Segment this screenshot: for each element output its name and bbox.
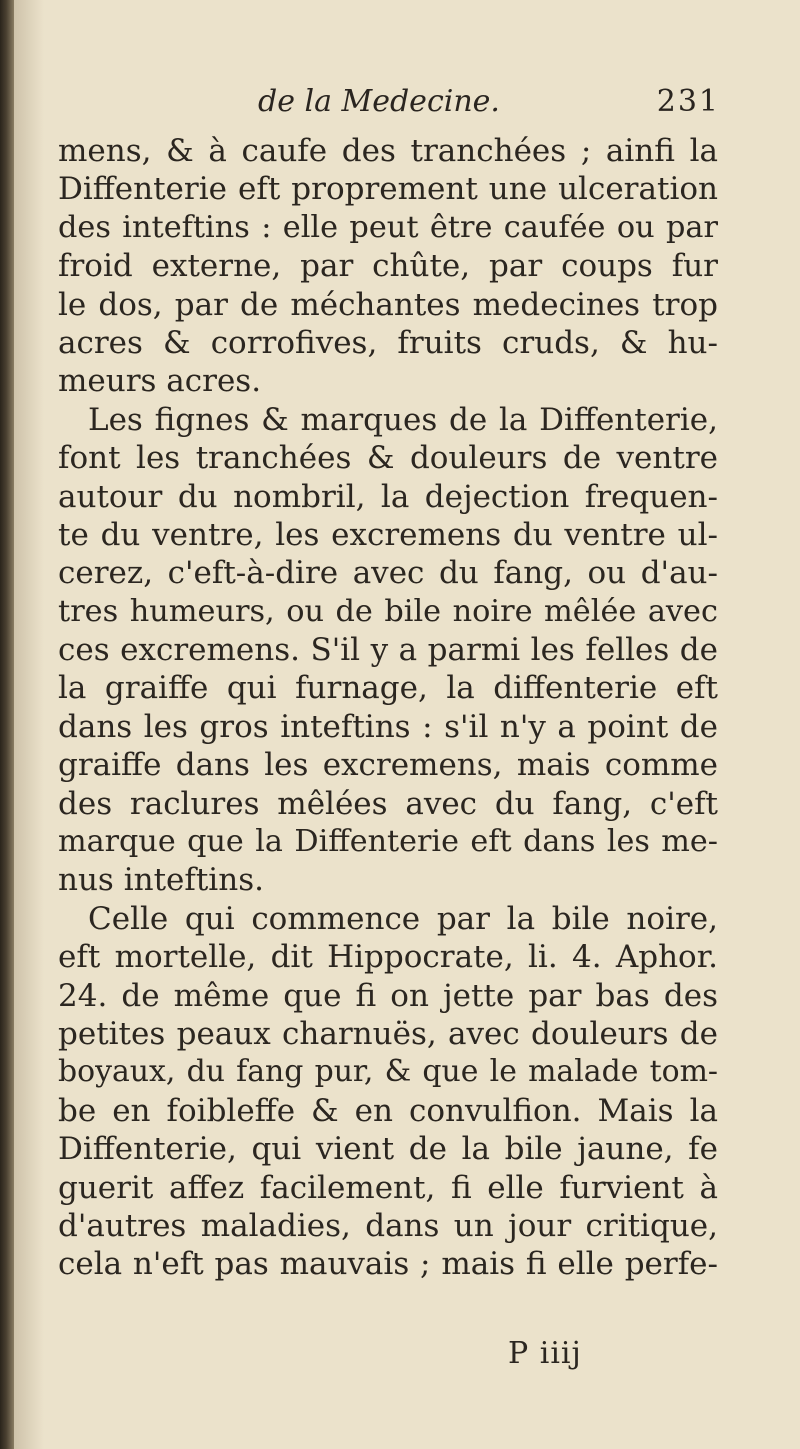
body-text [58,132,718,1284]
text-line: autour du nombril, la dejection frequen- [58,478,718,515]
page-number: 231 [656,84,720,119]
text-line: eft mortelle, dit Hippocrate, li. 4. Aphor. [58,939,718,976]
text-line: cela n'eft pas mauvais ; mais fi elle perfe- [58,1246,718,1283]
text-line: tres humeurs, ou de bile noire mêlée avec [58,593,718,629]
page-header [60,80,720,130]
text-line: dans les gros inteftins : s'il n'y a point de [58,708,718,745]
text-line: 24. de même que fi on jette par bas des [58,977,718,1014]
text-line: Diffenterie eft proprement une ulceration [58,171,718,208]
text-line: te du ventre, les excremens du ventre ul- [58,516,718,553]
text-line: graiffe dans les excremens, mais comme [58,747,718,784]
text-line: ces excremens. S'il y a parmi les felles de [58,632,718,669]
text-line: acres & corrofives, fruits cruds, & hu- [58,324,718,361]
text-line: le dos, par de méchantes medecines trop [58,286,718,323]
text-line: nus inteftins. [58,862,264,899]
text-line: d'autres maladies, dans un jour critique, [58,1207,718,1244]
text-line: des inteftins : elle peut être caufée ou par [58,209,718,245]
signature-mark: P iiij [508,1336,582,1371]
text-line: la graiffe qui furnage, la diffenterie eft [58,670,718,707]
text-line: des raclures mêlées avec du fang, c'eft [58,785,718,822]
binding-shadow [14,0,44,1449]
text-line: mens, & à caufe des tranchées ; ainfi la [58,133,718,169]
text-line: Les fignes & marques de la Diffenterie, [88,401,718,438]
text-line: boyaux, du fang pur, & que le malade tom- [58,1054,718,1090]
text-line: marque que la Diffenterie eft dans les me- [58,824,718,860]
text-line: Celle qui commence par la bile noire, [88,900,718,937]
text-line: Diffenterie, qui vient de la bile jaune, fe [58,1131,718,1168]
text-line: meurs acres. [58,363,262,400]
text-line: cerez, c'eft-à-dire avec du fang, ou d'au- [58,555,718,592]
text-line: be en foibleffe & en convulfion. Mais la [58,1092,718,1129]
text-line: font les tranchées & douleurs de ventre [58,440,718,477]
running-title: de la Medecine. [258,84,500,119]
text-line: petites peaux charnuës, avec douleurs de [58,1015,718,1052]
text-line: froid externe, par chûte, par coups fur [58,248,718,285]
binding-edge [0,0,14,1449]
text-line: guerit affez facilement, fi elle furvient à [58,1169,718,1206]
